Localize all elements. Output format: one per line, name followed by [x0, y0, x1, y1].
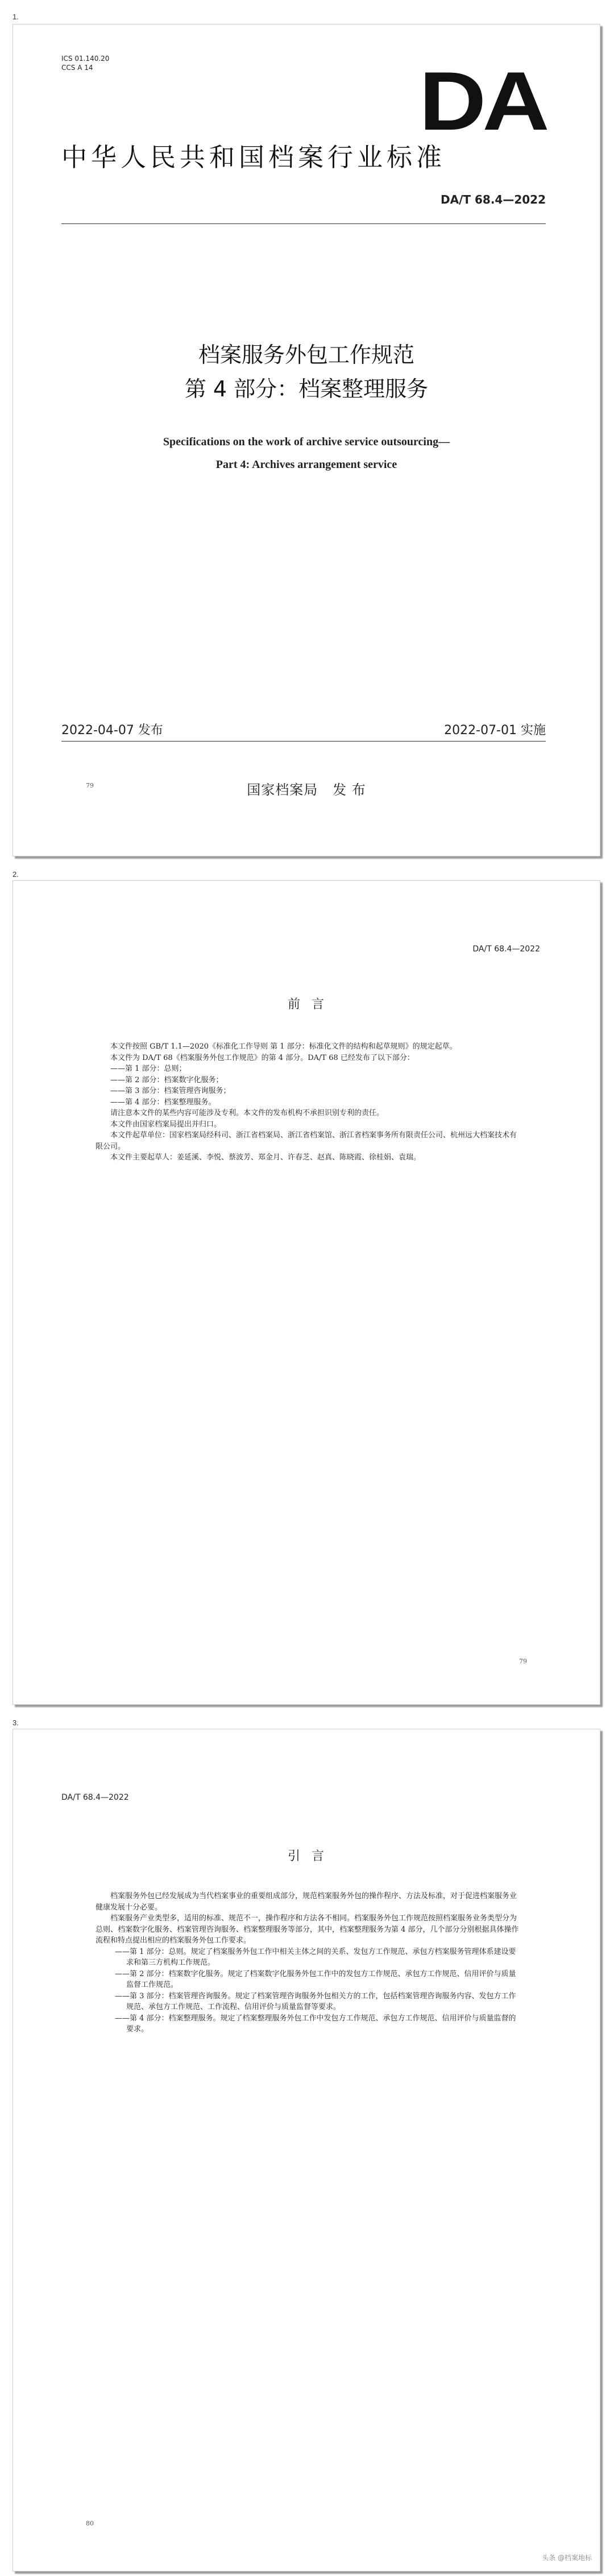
standard-category-header: 中华人民共和国档案行业标准	[61, 142, 446, 172]
cover-page	[13, 24, 600, 856]
paragraph: 本文件为 DA/T 68《档案服务外包工作规范》的第 4 部分。DA/T 68 已经发布了以下部分：	[110, 1053, 414, 1062]
page-mark: 80	[86, 2520, 94, 2527]
da-logo: DA	[419, 55, 546, 147]
list-item: ——第 4 部分：档案整理服务。规定了档案整理服务外包工作中发包方工作规范、承包方工作规范、信用评价与质量监督的要求。	[115, 2014, 516, 2034]
page-header: DA/T 68.4—2022	[61, 1793, 129, 1802]
list-item: ——第 3 部分：档案管理咨询服务；	[110, 1087, 231, 1095]
foreword-page	[13, 880, 600, 1705]
paragraph: 档案服务产业类型多，适用的标准、规范不一，操作程序和方法各不相同。档案服务外包工作规范按照档案服务业务类型分为总则、档案数字化服务、档案管理咨询服务、档案整理服务等部分，其中，档案整理服务为第 4 部分，几个部分分别根据具体操作流程和特点提出相应的档案服务外包工作要求。	[96, 1914, 519, 1945]
list-item: ——第 2 部分：档案数字化服务。规定了档案数字化服务外包工作中的发包方工作规范、承包方工作规范、信用评价与质量监督工作规范。	[115, 1969, 516, 1989]
document-title-line1: 档案服务外包工作规范	[198, 342, 414, 367]
paragraph: 本文件由国家档案局提出并归口。	[110, 1120, 222, 1129]
page-number: 2.	[13, 870, 19, 879]
list-item: ——第 1 部分：总则；	[110, 1065, 186, 1073]
ccs-code: CCS A 14	[61, 64, 93, 72]
foreword-body	[96, 1041, 522, 1163]
paragraph: 请注意本文件的某些内容可能涉及专利。本文件的发布机构不承担识别专利的责任。	[110, 1109, 384, 1117]
implementation-date: 2022-07-01 实施	[444, 723, 546, 738]
bottom-rule	[61, 741, 546, 742]
ics-code: ICS 01.140.20	[61, 55, 110, 63]
paragraph: 档案服务外包已经发展成为当代档案事业的重要组成部分，规范档案服务外包的操作程序、方法及标准，对于促进档案服务业健康发展十分必要。	[96, 1892, 517, 1912]
introduction-page	[13, 1729, 600, 2571]
paragraph: 本文件主要起草人：姜延溪、李悦、蔡波芳、郑金月、许春芝、赵真、陈晓霞、徐桂娟、袁瑞。	[110, 1153, 421, 1162]
watermark: 头条 @档案地标	[542, 2554, 592, 2562]
english-title-line2: Part 4: Archives arrangement service	[215, 458, 397, 471]
list-item: ——第 4 部分：档案整理服务。	[110, 1098, 216, 1107]
section-title: 前 言	[288, 997, 325, 1012]
publisher: 国家档案局 发 布	[247, 782, 366, 798]
top-rule	[61, 223, 546, 224]
introduction-body	[96, 1891, 522, 2035]
paragraph: 本文件起草单位：国家档案局经科司、浙江省档案局、浙江省档案馆、浙江省档案事务所有限责任公司、杭州远大档案技术有限公司。	[96, 1131, 517, 1151]
page-number: 1.	[13, 13, 19, 21]
section-title: 引 言	[288, 1849, 325, 1863]
list-item: ——第 3 部分：档案管理咨询服务。规定了档案管理咨询服务外包相关方的工作，包括档案管理咨询服务内容、发包方工作规范、承包方工作规范、工作流程、信用评价与质量监督等要求。	[115, 1991, 516, 2011]
list-item: ——第 2 部分：档案数字化服务；	[110, 1075, 223, 1084]
paragraph: 本文件按照 GB/T 1.1—2020《标准化工作导则 第 1 部分：标准化文件的结构和起草规则》的规定起草。	[110, 1042, 457, 1051]
page-mark: 79	[86, 782, 94, 789]
page-header: DA/T 68.4—2022	[472, 945, 540, 954]
issue-date: 2022-04-07 发布	[61, 723, 163, 738]
standard-number: DA/T 68.4—2022	[441, 193, 546, 206]
page-mark: 79	[519, 1658, 527, 1665]
list-item: ——第 1 部分：总则。规定了档案服务外包工作中相关主体之间的关系、发包方工作规范、承包方档案服务管理体系建设要求和第三方机构工作规范。	[115, 1947, 516, 1967]
document-title-line2: 第 4 部分：档案整理服务	[184, 376, 429, 401]
english-title-line1: Specifications on the work of archive service outsourcing—	[163, 436, 450, 448]
page-number: 3.	[13, 1718, 19, 1727]
